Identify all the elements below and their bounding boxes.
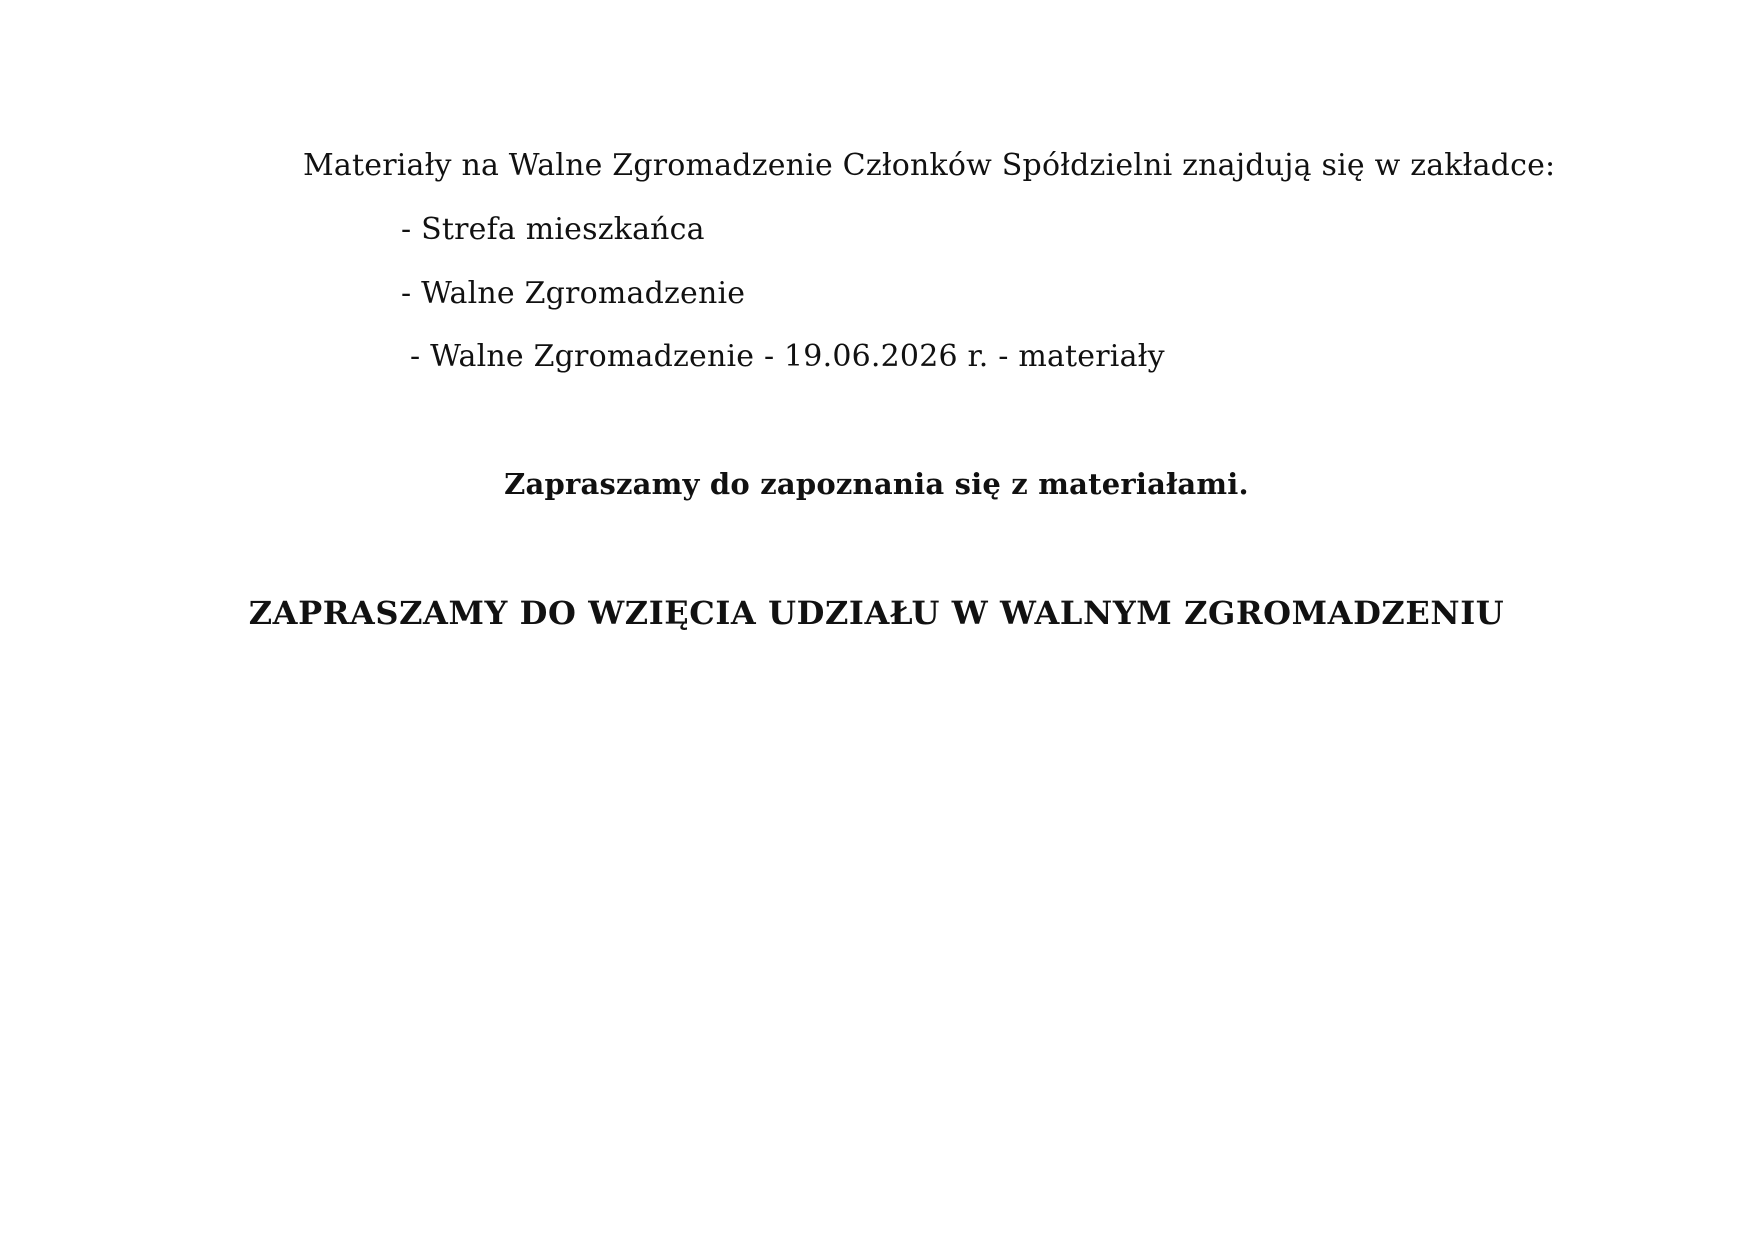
- invite-materials-text: Zapraszamy do zapoznania się z materiałami.: [504, 467, 1249, 501]
- intro-text: Materiały na Walne Zgromadzenie Członków Spółdzielni znajdują się w zakładce:: [303, 148, 1556, 183]
- invite-meeting-headline: ZAPRASZAMY DO WZIĘCIA UDZIAŁU W WALNYM ZGROMADZENIU: [248, 594, 1505, 632]
- path-item-resident-zone: - Strefa mieszkańca: [401, 212, 705, 247]
- path-item-general-meeting: - Walne Zgromadzenie: [401, 276, 746, 311]
- path-item-meeting-materials: - Walne Zgromadzenie - 19.06.2026 r. - materiały: [410, 339, 1165, 374]
